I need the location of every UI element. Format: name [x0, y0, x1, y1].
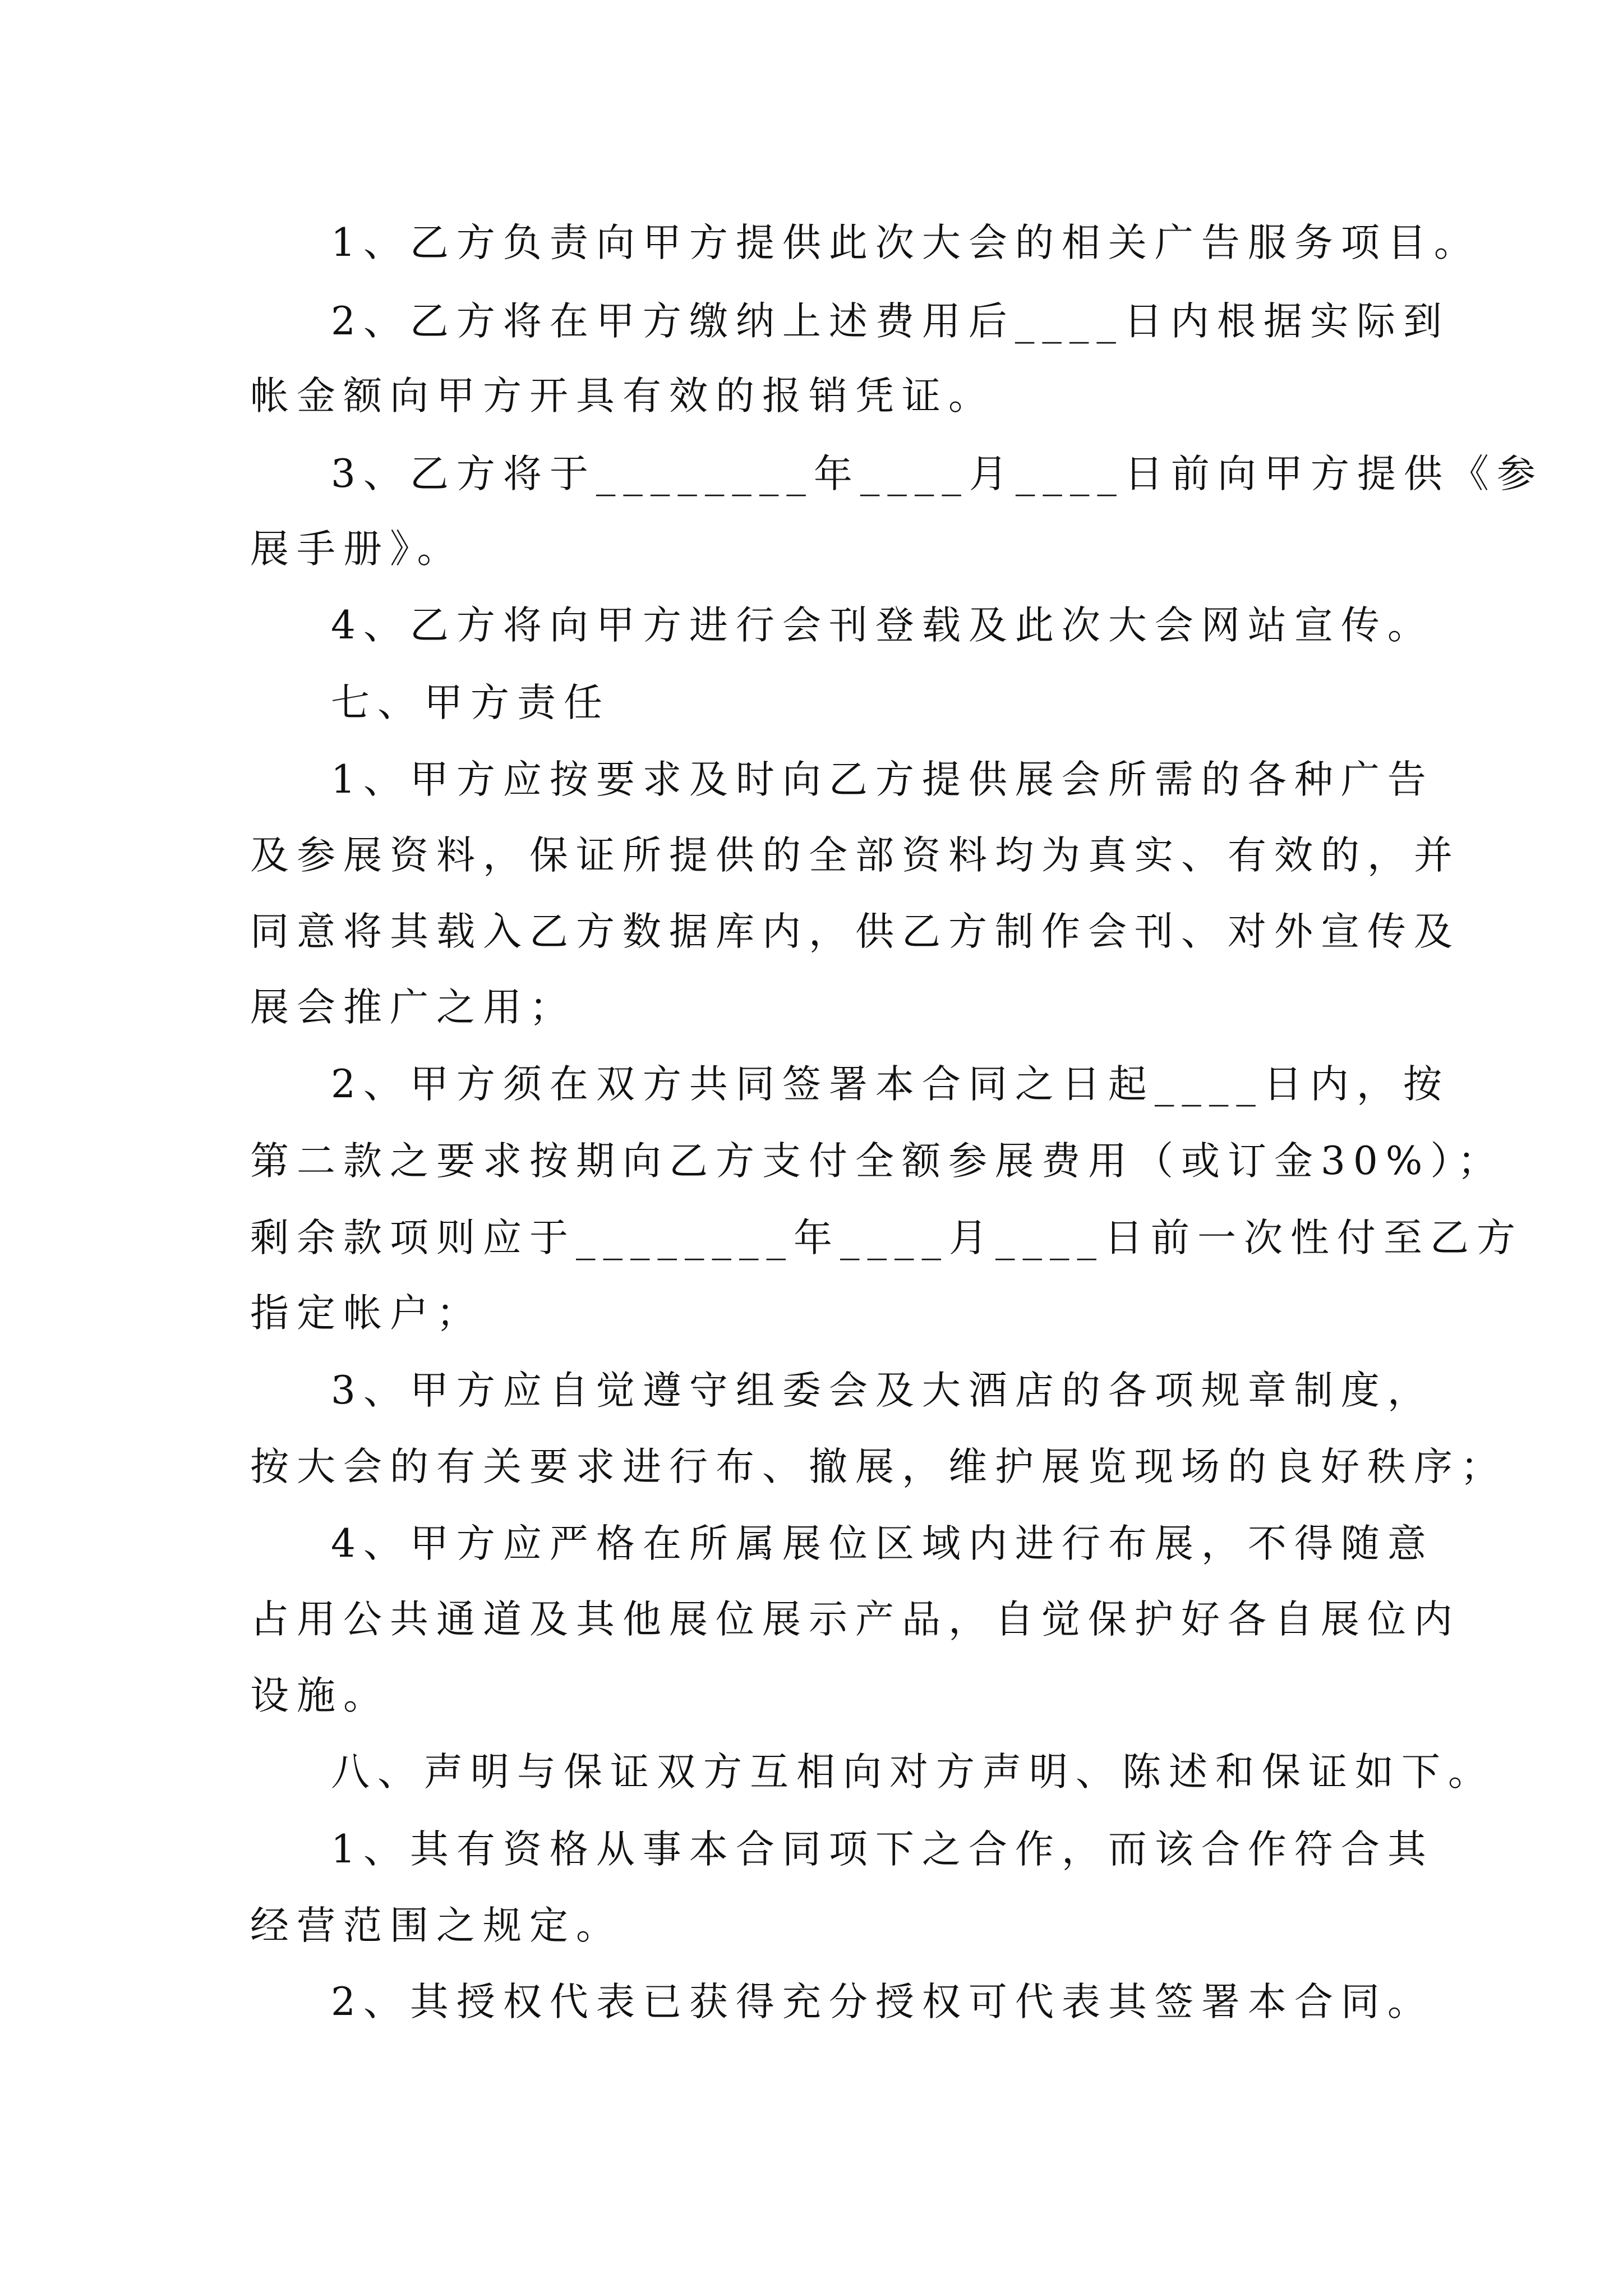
paragraph-line: 3、乙方将于________年____月____日前向甲方提供《参 — [331, 452, 1543, 496]
paragraph-line: 同意将其载入乙方数据库内，供乙方制作会刊、对外宣传及 — [250, 909, 1460, 954]
paragraph-line: 4、乙方将向甲方进行会刊登载及此次大会网站宣传。 — [331, 603, 1434, 648]
paragraph-line: 占用公共通道及其他展位展示产品，自觉保护好各自展位内 — [250, 1597, 1460, 1642]
paragraph-line: 剩余款项则应于________年____月____日前一次性付至乙方 — [250, 1216, 1523, 1260]
paragraph-line: 及参展资料，保证所提供的全部资料均为真实、有效的，并 — [250, 833, 1460, 878]
paragraph-line: 1、其有资格从事本合同项下之合作，而该合作符合其 — [331, 1827, 1434, 1872]
paragraph-line: 1、乙方负责向甲方提供此次大会的相关广告服务项目。 — [331, 220, 1481, 265]
paragraph-line: 2、甲方须在双方共同签署本合同之日起____日内，按 — [331, 1062, 1450, 1107]
paragraph-line: 指定帐户； — [250, 1291, 483, 1336]
paragraph-line: 2、其授权代表已获得充分授权可代表其签署本合同。 — [331, 1980, 1434, 2024]
section-heading: 七、甲方责任 — [331, 680, 610, 725]
paragraph-line: 展会推广之用； — [250, 985, 576, 1030]
paragraph-line: 设施。 — [250, 1673, 390, 1718]
paragraph-line: 第二款之要求按期向乙方支付全额参展费用（或订金30%）； — [250, 1139, 1504, 1184]
paragraph-line: 3、甲方应自觉遵守组委会及大酒店的各项规章制度， — [331, 1368, 1434, 1413]
paragraph-line: 展手册》。 — [250, 527, 464, 572]
paragraph-line: 4、甲方应严格在所属展位区域内进行布展，不得随意 — [331, 1521, 1434, 1566]
paragraph-line: 2、乙方将在甲方缴纳上述费用后____日内根据实际到 — [331, 299, 1450, 344]
paragraph-line: 帐金额向甲方开具有效的报销凭证。 — [250, 374, 995, 418]
paragraph-line: 按大会的有关要求进行布、撤展，维护展览现场的良好秩序； — [250, 1444, 1507, 1489]
paragraph-line: 经营范围之规定。 — [250, 1903, 623, 1948]
paragraph-line: 1、甲方应按要求及时向乙方提供展会所需的各种广告 — [331, 757, 1434, 802]
section-heading: 八、声明与保证双方互相向对方声明、陈述和保证如下。 — [331, 1750, 1495, 1795]
